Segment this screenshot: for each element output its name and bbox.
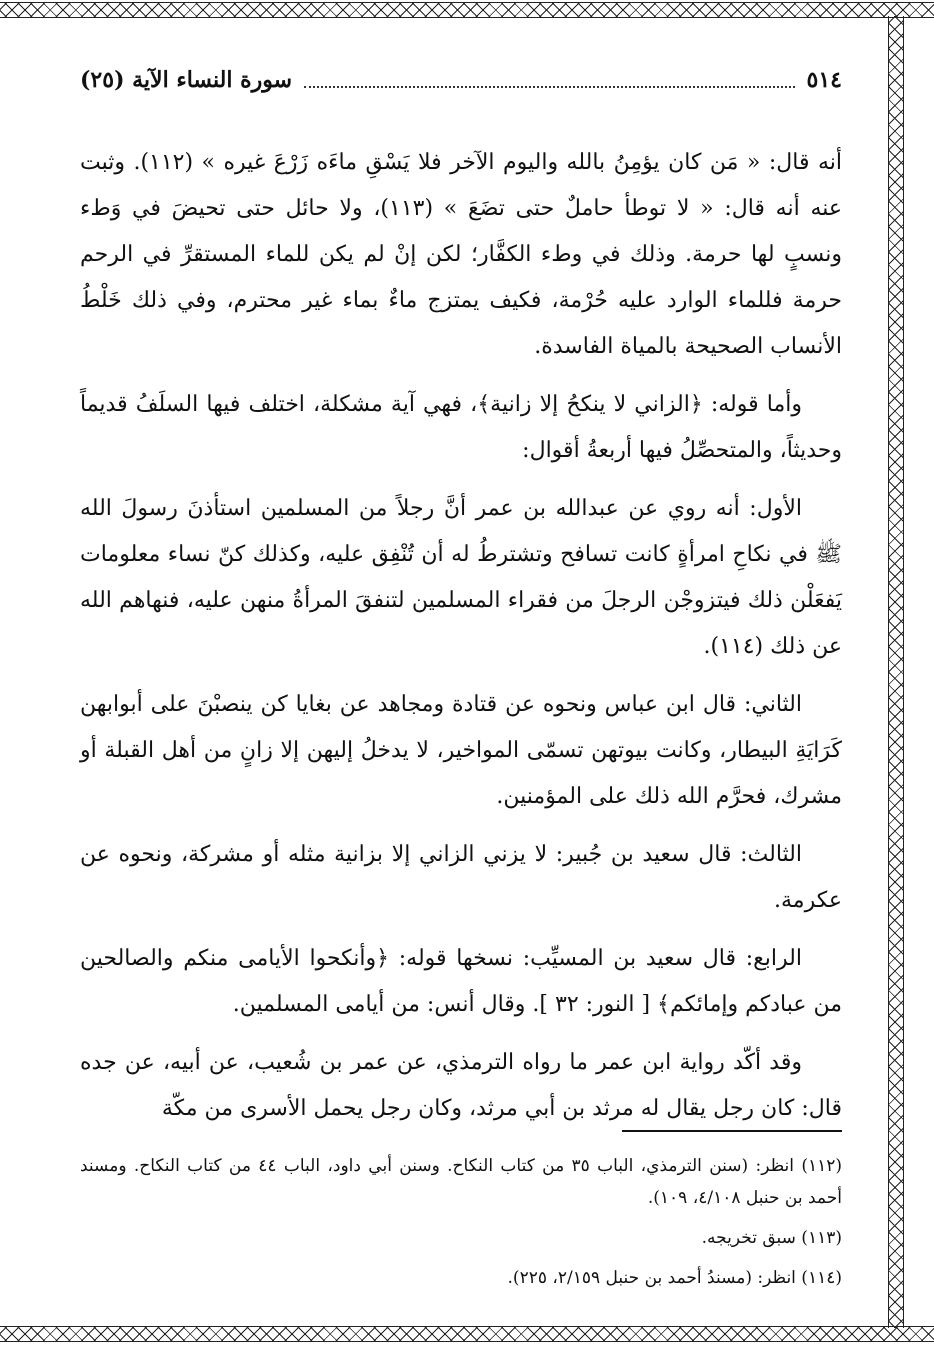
- paragraph-4: الثاني: قال ابن عباس ونحوه عن قتادة ومجاهد عن بغايا كن ينصبْنَ على أبوابهن كَرَايَةِ البيطار، وكانت بيوتهن تسمّى المواخير، لا يدخلُ إليهن إلا زانٍ من أهل القبلة أو مشرك، فحرَّم الله ذلك على المؤمنين.: [80, 692, 842, 809]
- footnote-113: (١١٣) سبق تخريجه.: [701, 1228, 842, 1248]
- footnote-separator: [622, 1130, 842, 1132]
- footnote-112: (١١٢) انظر: (سنن الترمذي، الباب ٣٥ من كتاب النكاح. وسنن أبي داود، الباب ٤٤ من كتاب النكاح. ومسند أحمد بن حنبل ٤/١٠٨، ١٠٩).: [80, 1156, 842, 1208]
- footnote-114: (١١٤) انظر: (مسندُ أحمد بن حنبل ٢/١٥٩، ٢٢٥).: [507, 1268, 842, 1288]
- book-page: [80, 50, 842, 1330]
- paragraph-2: وأما قوله: ﴿الزاني لا ينكحُ إلا زانية﴾، فهي آية مشكلة، اختلف فيها السلَفُ قديماً وحديثاً، والمتحصِّلُ فيها أربعةُ أقوال:: [80, 392, 842, 463]
- main-text: [80, 140, 842, 1144]
- header-dotted-leader: [304, 72, 794, 88]
- paragraph-7: وقد أكّد رواية ابن عمر ما رواه الترمذي، عن عمر بن شُعيب، عن أبيه، عن جده قال: كان رجل يقال له مرثد بن أبي مرثد، وكان رجل يحمل الأسرى من مكّة: [80, 1050, 842, 1121]
- running-title: سورة النساء الآية (٢٥): [80, 67, 293, 93]
- page-header: [80, 60, 842, 100]
- paragraph-1: أنه قال: « مَن كان يؤمِنُ بالله واليوم الآخر فلا يَسْقِ ماءَه زَرْعَ غيره » (١١٢). وثبت عنه أنه قال: « لا توطأ حاملٌ حتى تضَعَ » (١١٣)، ولا حائل حتى تحيضَ في وَطء ونسبٍ لها حرمة. وذلك في وطء الكفَّار؛ لكن إنْ لم يكن للماء المستقرِّ في الرحم حرمة فللماء الوارد عليه حُرْمة، فكيف يمتزج ماءٌ بماء غير محترم، وفي ذلك خَلْطُ الأنساب الصحيحة بالمياة الفاسدة.: [80, 150, 843, 359]
- paragraph-3: الأول: أنه روي عن عبدالله بن عمر أنَّ رجلاً من المسلمين استأذنَ رسولَ الله ﷺ في نكاحِ امرأةٍ كانت تسافح وتشترطُ له أن تُنْفِق عليه، وكذلك كنّ نساء معلومات يَفعَلْن ذلك فيتزوجْن الرجلَ من فقراء المسلمين لتنفقَ المرأةُ منهن عليه، فنهاهم الله عن ذلك (١١٤).: [80, 496, 842, 659]
- paragraph-6: الرابع: قال سعيد بن المسيِّب: نسخها قوله: ﴿وأنكحوا الأيامى منكم والصالحين من عبادكم وإمائكم﴾ [ النور: ٣٢ ]. وقال أنس: من أيامى المسلمين.: [80, 946, 842, 1017]
- paragraph-5: الثالث: قال سعيد بن جُبير: لا يزني الزاني إلا بزانية مثله أو مشركة، ونحوه عن عكرمة.: [80, 842, 842, 913]
- ornamental-border-top: [0, 2, 934, 18]
- page-number: ٥١٤: [806, 67, 842, 93]
- footnotes: [80, 1130, 842, 1302]
- ornamental-border-right: [888, 16, 904, 1328]
